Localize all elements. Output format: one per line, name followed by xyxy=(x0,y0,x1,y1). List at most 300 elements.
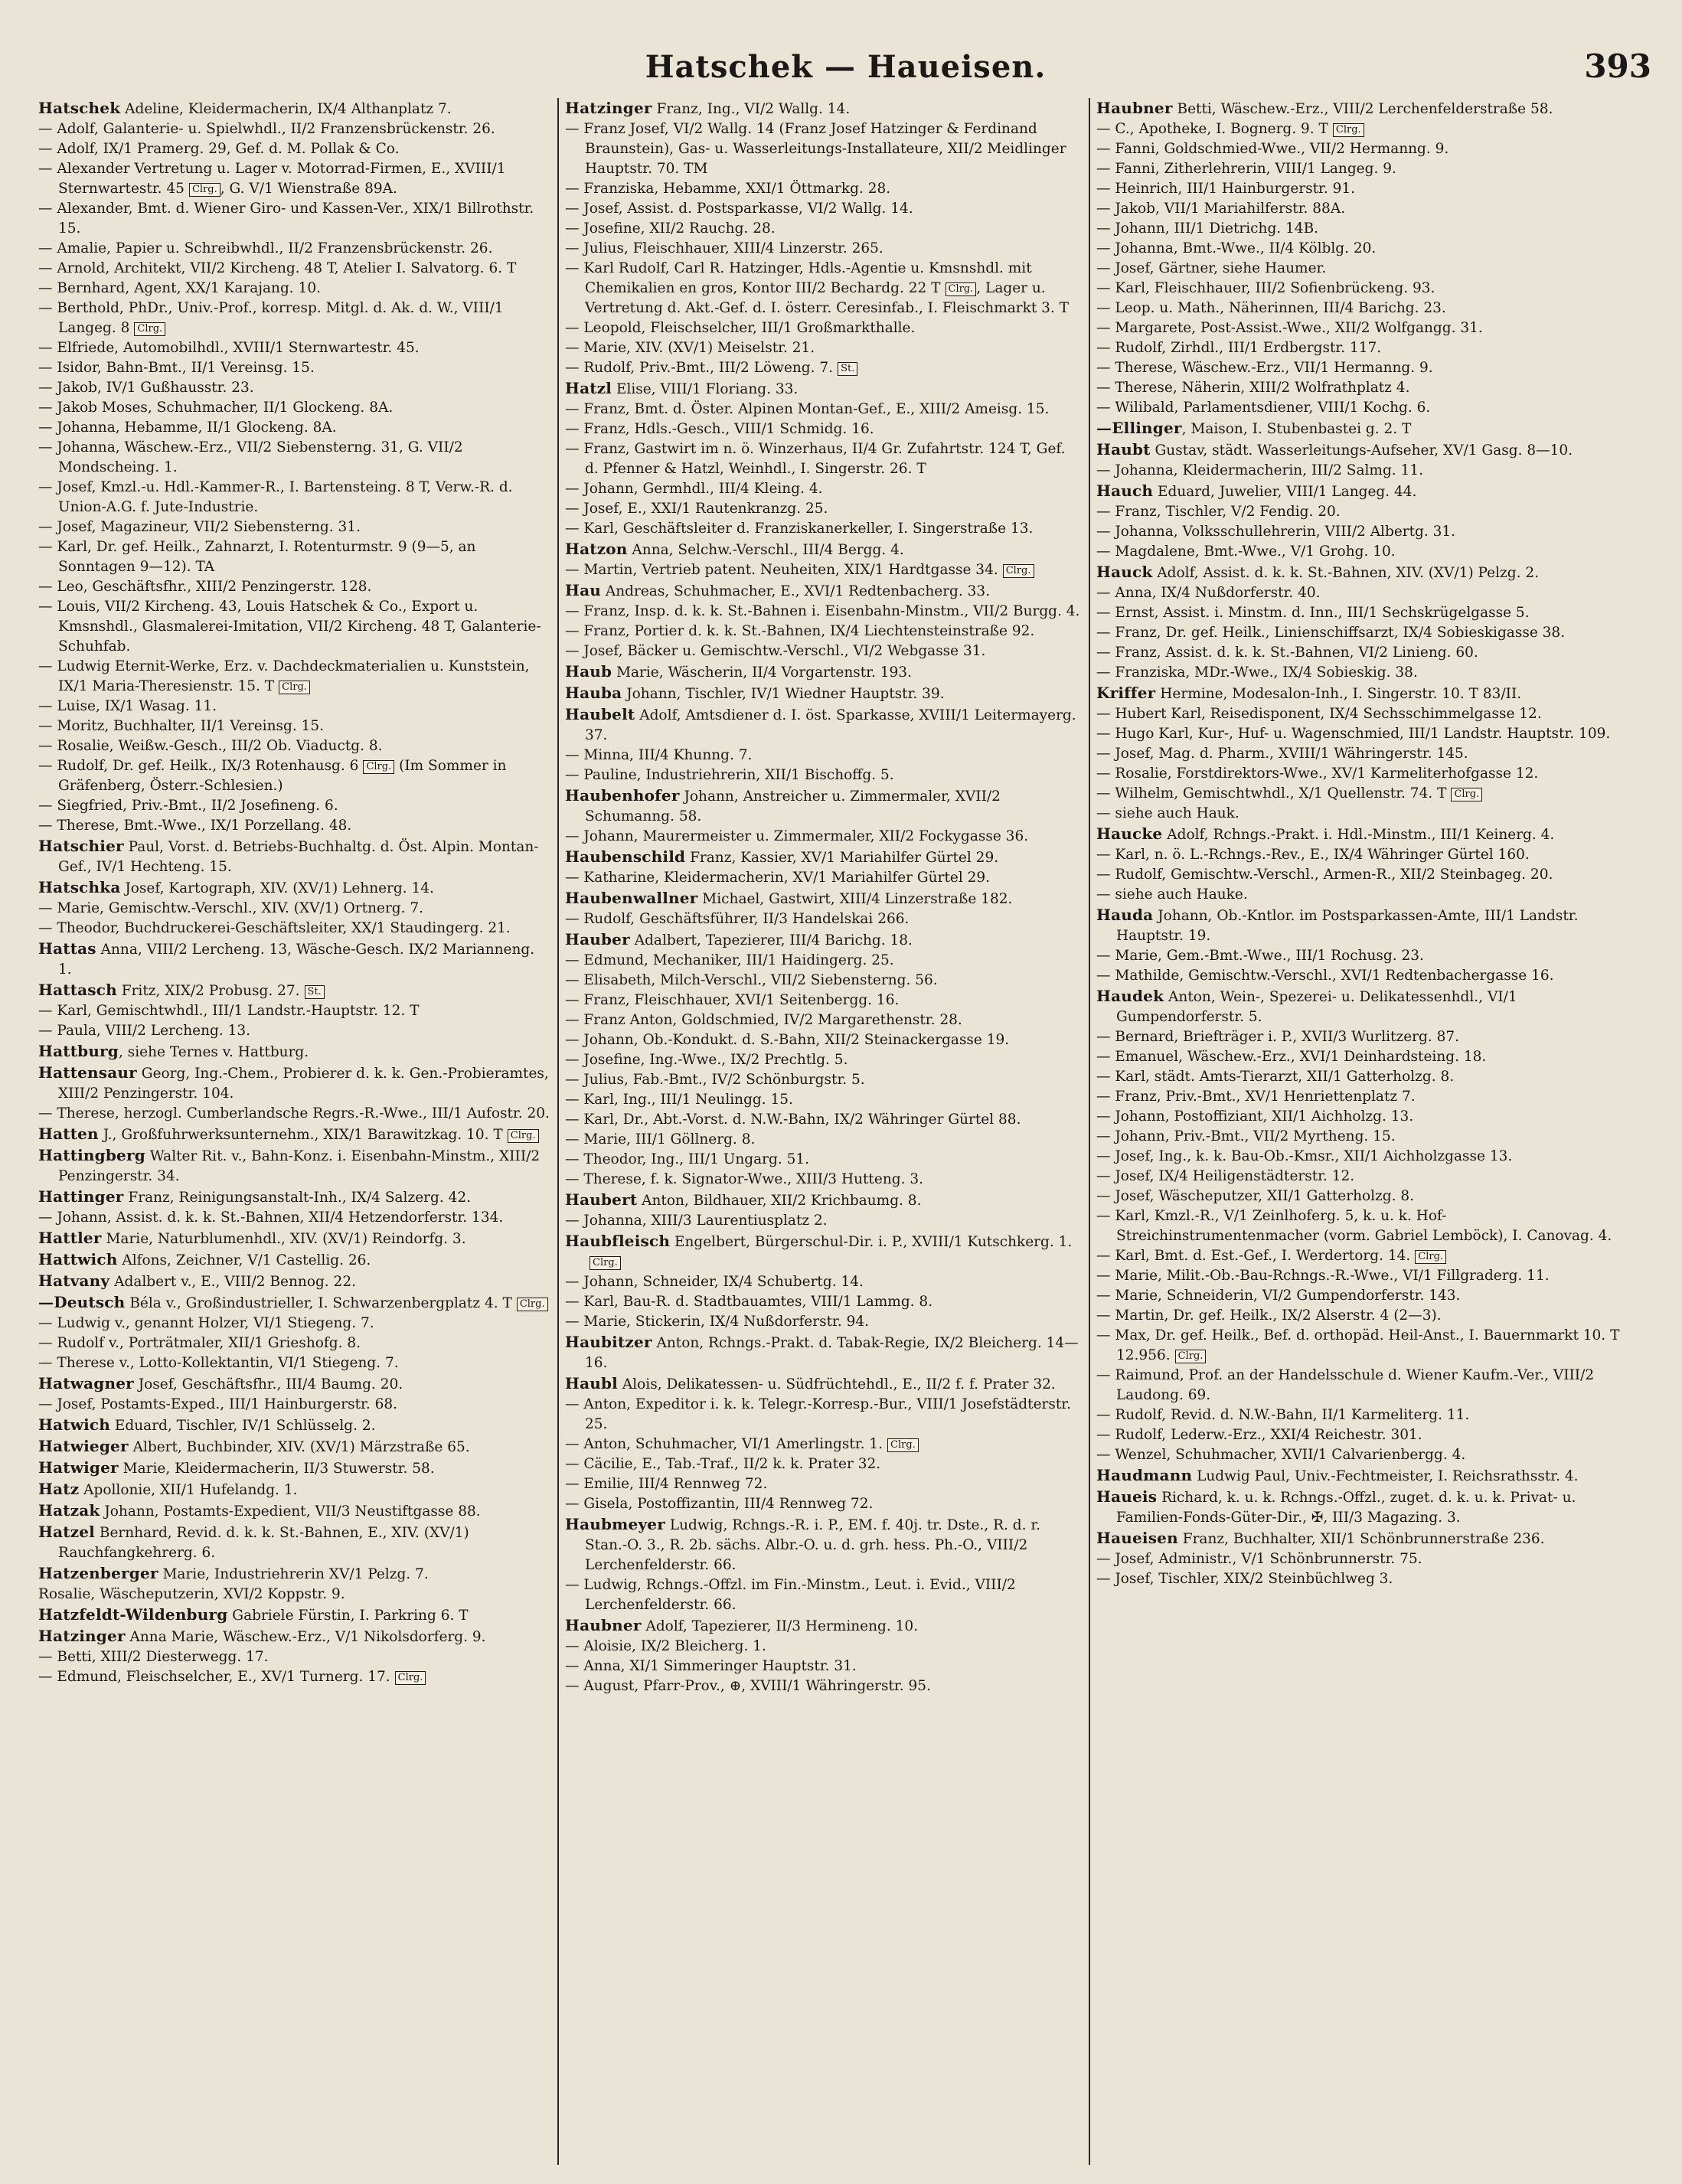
directory-entry xyxy=(565,1030,1082,1050)
directory-entry xyxy=(1096,139,1635,159)
directory-entry xyxy=(38,877,551,899)
entry-surname: Haubner xyxy=(565,1616,642,1634)
directory-entry xyxy=(1096,522,1635,542)
directory-entry xyxy=(565,704,1082,746)
entry-text: — Alexander, Bmt. d. Wiener Giro- und Kassen-Ver., XIX/1 Billrothstr. 15. xyxy=(38,201,534,237)
directory-entry xyxy=(1096,119,1635,139)
directory-entry xyxy=(1096,824,1635,845)
entry-surname: —Deutsch xyxy=(38,1293,126,1311)
directory-entry xyxy=(38,1373,551,1395)
entry-text: — Anton, Expeditor i. k. k. Telegr.-Korresp.-Bur., VIII/1 Josefstädterstr. 25. xyxy=(565,1396,1071,1432)
directory-entry xyxy=(565,1637,1082,1657)
directory-entry xyxy=(38,1292,551,1314)
entry-text: — Rosalie, Weißw.-Gesch., III/2 Ob. Viaductg. 8. xyxy=(38,738,383,754)
entry-text: — Ernst, Assist. i. Minstm. d. Inn., III/1 Sechskrügelgasse 5. xyxy=(1096,605,1530,621)
registration-badge: Clrg. xyxy=(1451,788,1482,801)
entry-text: — Franz, Portier d. k. k. St.-Bahnen, IX/4 Liechtensteinstraße 92. xyxy=(565,623,1035,639)
entry-text: — Franz, Hdls.-Gesch., VIII/1 Schmidg. 16. xyxy=(565,421,874,437)
entry-text: — Josef, Postamts-Exped., III/1 Hainburgerstr. 68. xyxy=(38,1396,398,1412)
entry-text: — siehe auch Hauke. xyxy=(1096,886,1248,903)
directory-entry xyxy=(38,98,551,119)
directory-entry xyxy=(1096,1067,1635,1087)
entry-text: Adeline, Kleidermacherin, IX/4 Althanplatz 7. xyxy=(120,101,452,117)
directory-entry xyxy=(565,951,1082,971)
entry-surname: Haubmeyer xyxy=(565,1515,665,1533)
directory-entry xyxy=(565,1090,1082,1110)
directory-entry xyxy=(38,1145,551,1187)
directory-entry xyxy=(1096,98,1635,119)
registration-badge: Clrg. xyxy=(946,282,977,296)
entry-text: Johann, Anstreicher u. Zimmermaler, XVII/2 Schumanng. 58. xyxy=(585,788,1001,824)
entry-text: Franz, Buchhalter, XII/1 Schönbrunnerstraße 236. xyxy=(1177,1531,1545,1547)
entry-text: — Karl, n. ö. L.-Rchngs.-Rev., E., IX/4 Währinger Gürtel 160. xyxy=(1096,847,1530,863)
directory-entry xyxy=(1096,418,1635,439)
directory-entry xyxy=(38,1585,551,1605)
entry-text: — Josef, Wäscheputzer, XII/1 Gatterholzg. 8. xyxy=(1096,1188,1415,1204)
entry-surname: Haubt xyxy=(1096,440,1151,459)
directory-entry xyxy=(38,836,551,877)
entry-text: — Anton, Schuhmacher, VI/1 Amerlingstr. 1. xyxy=(565,1436,883,1452)
directory-entry xyxy=(1096,1127,1635,1147)
directory-entry xyxy=(565,1373,1082,1395)
entry-surname: Haubenwallner xyxy=(565,889,698,907)
directory-entry xyxy=(1096,1147,1635,1167)
entry-surname: Hatzel xyxy=(38,1523,95,1541)
registration-badge: Clrg. xyxy=(134,322,165,336)
entry-text: Rosalie, Wäscheputzerin, XVI/2 Koppstr. 9. xyxy=(38,1586,345,1602)
directory-entry xyxy=(1096,219,1635,239)
entry-text: — Josef, Kmzl.-u. Hdl.-Kammer-R., I. Bartensteing. 8 T, Verw.-R. d. Union-A.G. f. Jute-Industrie. xyxy=(38,479,513,515)
entry-text: — Wenzel, Schuhmacher, XVII/1 Calvarienbergg. 4. xyxy=(1096,1447,1466,1463)
directory-entry xyxy=(1096,279,1635,299)
entry-surname: Hauba xyxy=(565,684,622,702)
entry-text: — Berthold, PhDr., Univ.-Prof., korresp. Mitgl. d. Ak. d. W., VIII/1 Langeg. 8 xyxy=(38,300,504,336)
entry-text: Hermine, Modesalon-Inh., I. Singerstr. 10. T 83/II. xyxy=(1155,686,1522,702)
entry-text: Anna, VIII/2 Lercheng. 13, Wäsche-Gesch. IX/2 Marianneng. 1. xyxy=(58,942,535,978)
registration-badge: Clrg. xyxy=(189,183,220,197)
directory-entry xyxy=(565,1615,1082,1637)
directory-entry xyxy=(38,438,551,478)
directory-entry xyxy=(38,279,551,299)
directory-entry xyxy=(1096,704,1635,724)
entry-text: — Hubert Karl, Reisedisponent, IX/4 Sechsschimmelgasse 12. xyxy=(1096,706,1542,722)
entry-text: — Josef, Assist. d. Postsparkasse, VI/2 Wallg. 14. xyxy=(565,201,913,217)
entry-text: Apollonie, XII/1 Hufelandg. 1. xyxy=(79,1482,298,1498)
directory-entry xyxy=(38,1626,551,1647)
directory-entry xyxy=(565,602,1082,622)
column-left xyxy=(38,98,551,2176)
entry-surname: Hatvany xyxy=(38,1272,110,1290)
entry-text: — Marie, Milit.-Ob.-Bau-Rchngs.-R.-Wwe., VI/1 Fillgraderg. 11. xyxy=(1096,1268,1550,1284)
directory-entry xyxy=(1096,239,1635,259)
entry-text: — Alexander Vertretung u. Lager v. Motorrad-Firmen, E., XVIII/1 Sternwartestr. 45 xyxy=(38,161,506,197)
entry-text: — Cäcilie, E., Tab.-Traf., II/2 k. k. Prater 32. xyxy=(565,1456,881,1472)
directory-entry xyxy=(38,980,551,1001)
entry-text: — Franz Anton, Goldschmied, IV/2 Margarethenstr. 28. xyxy=(565,1012,962,1028)
entry-surname: Hau xyxy=(565,581,601,599)
entry-surname: Hatwagner xyxy=(38,1374,134,1392)
entry-surname: Haubenschild xyxy=(565,847,686,866)
directory-entry xyxy=(565,1170,1082,1190)
entry-text: — August, Pfarr-Prov., ⊕, XVIII/1 Währingerstr. 95. xyxy=(565,1678,931,1694)
directory-entry xyxy=(1096,1528,1635,1549)
entry-text: — Luise, IX/1 Wasag. 11. xyxy=(38,698,217,714)
entry-text: Adolf, Rchngs.-Prakt. i. Hdl.-Minstm., III/1 Keinerg. 4. xyxy=(1162,827,1555,843)
entry-text: — Ludwig Eternit-Werke, Erz. v. Dachdeckmaterialien u. Kunststein, IX/1 Maria-Theresienstr. 15. T xyxy=(38,658,530,694)
directory-entry xyxy=(565,1231,1082,1272)
entry-text: — Johanna, XIII/3 Laurentiusplatz 2. xyxy=(565,1213,828,1229)
entry-text: — Johanna, Volksschullehrerin, VIII/2 Albertg. 31. xyxy=(1096,524,1456,540)
directory-entry xyxy=(565,1676,1082,1696)
directory-entry xyxy=(1096,562,1635,583)
entry-text: — Franz, Dr. gef. Heilk., Linienschiffsarzt, IX/4 Sobieskigasse 38. xyxy=(1096,625,1566,641)
directory-entry xyxy=(1096,1286,1635,1306)
entry-surname: Hattensaur xyxy=(38,1063,137,1082)
directory-entry xyxy=(38,1395,551,1415)
entry-text: — Franz, Fleischhauer, XVI/1 Seitenbergg. 16. xyxy=(565,992,900,1008)
entry-text-continued: (Im Sommer in Gräfenberg, Österr.-Schlesien.) xyxy=(58,758,507,794)
directory-entry xyxy=(38,1021,551,1041)
entry-text: Engelbert, Bürgerschul-Dir. i. P., XVIII/1 Kutschkerg. 1. xyxy=(670,1234,1073,1250)
entry-text: — Marie, Gem.-Bmt.-Wwe., III/1 Rochusg. 23. xyxy=(1096,948,1424,964)
entry-text: — Franz, Tischler, V/2 Fendig. 20. xyxy=(1096,504,1341,520)
directory-entry xyxy=(565,358,1082,378)
directory-entry xyxy=(1096,1266,1635,1286)
entry-text: — Marie, Gemischtw.-Verschl., XIV. (XV/1) Ortnerg. 7. xyxy=(38,900,424,916)
directory-entry xyxy=(1096,643,1635,663)
entry-text: — Josefine, Ing.-Wwe., IX/2 Prechtlg. 5. xyxy=(565,1052,848,1068)
entry-text: — Leopold, Fleischselcher, III/1 Großmarkthalle. xyxy=(565,320,916,336)
directory-entry xyxy=(38,139,551,159)
entry-text: — Bernard, Briefträger i. P., XVII/3 Wurlitzerg. 87. xyxy=(1096,1029,1460,1045)
entry-text: Bernhard, Revid. d. k. k. St.-Bahnen, E., XIV. (XV/1) Rauchfangkehrerg. 6. xyxy=(58,1525,469,1561)
registration-badge: Clrg. xyxy=(1415,1250,1446,1264)
column-divider xyxy=(557,98,559,2165)
entry-text: Adalbert v., E., VIII/2 Bennog. 22. xyxy=(109,1274,356,1290)
directory-entry xyxy=(565,179,1082,199)
directory-entry xyxy=(1096,1187,1635,1206)
entry-text: — Johann, Germhdl., III/4 Kleing. 4. xyxy=(565,481,823,497)
registration-badge: Clrg. xyxy=(363,760,394,774)
entry-text: Johann, Postamts-Expedient, VII/3 Neustiftgasse 88. xyxy=(100,1503,481,1520)
directory-entry xyxy=(565,909,1082,929)
entry-surname: Hatzfeldt-Wildenburg xyxy=(38,1605,228,1624)
directory-entry xyxy=(565,1454,1082,1474)
entry-text: — Theodor, Buchdruckerei-Geschäftsleiter, XX/1 Staudingerg. 21. xyxy=(38,920,511,936)
entry-text: — Therese, herzogl. Cumberlandsche Regrs.-R.-Wwe., III/1 Aufostr. 20. xyxy=(38,1105,550,1121)
directory-entry xyxy=(565,1312,1082,1332)
registration-badge: Clrg. xyxy=(395,1671,426,1685)
entry-text: Richard, k. u. k. Rchngs.-Offzl., zuget. d. k. u. k. Privat- u. Familien-Fonds-Güter-Dir., ✠, III/3 Magazing. 3. xyxy=(1116,1490,1576,1526)
entry-text: Josef, Kartograph, XIV. (XV/1) Lehnerg. 14. xyxy=(120,880,434,896)
entry-text: — Katharine, Kleidermacherin, XV/1 Mariahilfer Gürtel 29. xyxy=(565,870,991,886)
entry-text: — Josef, Administr., V/1 Schönbrunnerstr. 75. xyxy=(1096,1551,1422,1567)
entry-text: — Johann, Ob.-Kondukt. d. S.-Bahn, XII/2 Steinackergasse 19. xyxy=(565,1032,1010,1048)
entry-text: — Max, Dr. gef. Heilk., Bef. d. orthopäd. Heil-Anst., I. Bauernmarkt 10. T 12.956. xyxy=(1096,1327,1620,1363)
entry-text: — Josef, E., XXI/1 Rautenkranzg. 25. xyxy=(565,501,828,517)
entry-text: — Magdalene, Bmt.-Wwe., V/1 Grohg. 10. xyxy=(1096,544,1396,560)
entry-surname: Hatzl xyxy=(565,379,612,397)
entry-text: — Pauline, Industriehrerin, XII/1 Bischoffg. 5. xyxy=(565,767,894,783)
entry-text: — Josef, Tischler, XIX/2 Steinbüchlweg 3. xyxy=(1096,1571,1393,1587)
directory-entry xyxy=(38,1563,551,1585)
directory-entry xyxy=(565,661,1082,683)
directory-entry xyxy=(38,478,551,517)
directory-entry xyxy=(1096,603,1635,623)
directory-entry xyxy=(38,796,551,816)
entry-text: — Karl, Kmzl.-R., V/1 Zeinlhoferg. 5, k. u. k. Hof-Streichinstrumentenmacher (vorm. Gabriel Lemböck), I. Canovag. 4. xyxy=(1096,1208,1612,1244)
directory-entry xyxy=(565,580,1082,602)
entry-text: — Josef, Gärtner, siehe Haumer. xyxy=(1096,260,1327,276)
entry-surname: Hattasch xyxy=(38,981,117,999)
directory-entry xyxy=(38,1041,551,1063)
directory-entry xyxy=(1096,946,1635,966)
entry-surname: Hatzak xyxy=(38,1501,100,1520)
entry-text: — Marie, III/1 Göllnerg. 8. xyxy=(565,1131,756,1147)
entry-text: — Adolf, IX/1 Pramerg. 29, Gef. d. M. Pollak & Co. xyxy=(38,141,400,157)
entry-text: — Johanna, Bmt.-Wwe., II/4 Kölblg. 20. xyxy=(1096,240,1377,256)
entry-text: — Bernhard, Agent, XX/1 Karajang. 10. xyxy=(38,280,321,296)
registration-badge: Clrg. xyxy=(279,681,310,694)
registration-badge: Clrg. xyxy=(508,1129,539,1143)
entry-text: — Rudolf, Gemischtw.-Verschl., Armen-R., XII/2 Steinbageg. 20. xyxy=(1096,867,1553,883)
directory-entry xyxy=(1096,1306,1635,1326)
entry-text: Walter Rit. v., Bahn-Konz. i. Eisenbahn-Minstm., XIII/2 Penzingerstr. 34. xyxy=(58,1148,541,1184)
entry-surname: Haub xyxy=(565,662,612,681)
entry-text: Elise, VIII/1 Floriang. 33. xyxy=(612,381,799,397)
directory-entry xyxy=(1096,179,1635,199)
entry-text: — Therese, Wäschew.-Erz., VII/1 Hermanng. 9. xyxy=(1096,360,1433,376)
directory-entry xyxy=(565,539,1082,560)
entry-text: Adalbert, Tapezierer, III/4 Barichg. 18. xyxy=(629,932,913,948)
directory-entry xyxy=(565,766,1082,785)
entry-text: — Martin, Dr. gef. Heilk., IX/2 Alserstr. 4 (2—3). xyxy=(1096,1307,1442,1324)
registration-badge: Clrg. xyxy=(590,1256,621,1270)
entry-text: — Jakob, VII/1 Mariahilferstr. 88A. xyxy=(1096,201,1346,217)
entry-surname: Hatten xyxy=(38,1125,99,1143)
entry-text: Gabriele Fürstin, I. Parkring 6. T xyxy=(227,1608,469,1624)
entry-text: Georg, Ing.-Chem., Probierer d. k. k. Gen.-Probieramtes, XIII/2 Penzingerstr. 104. xyxy=(58,1066,549,1102)
directory-entry xyxy=(565,1150,1082,1170)
entry-text: — Johanna, Wäschew.-Erz., VII/2 Siebensterng. 31, G. VII/2 Mondscheing. 1. xyxy=(38,439,463,475)
directory-entry xyxy=(565,98,1082,119)
directory-entry xyxy=(38,1458,551,1479)
entry-text: J., Großfuhrwerksunternehm., XIX/1 Barawitzkag. 10. T xyxy=(98,1127,503,1143)
entry-surname: Hattwich xyxy=(38,1250,118,1268)
entry-surname: Haueis xyxy=(1096,1487,1158,1506)
entry-text: Ludwig Paul, Univ.-Fechtmeister, I. Reichsrathsstr. 4. xyxy=(1192,1468,1579,1484)
entry-text: Fritz, XIX/2 Probusg. 27. xyxy=(116,983,300,999)
entry-text: — Martin, Vertrieb patent. Neuheiten, XIX/1 Hardtgasse 34. xyxy=(565,562,998,578)
directory-entry xyxy=(38,1436,551,1458)
entry-surname: Hauck xyxy=(1096,563,1153,581)
directory-entry xyxy=(565,419,1082,439)
entry-text: — Aloisie, IX/2 Bleicherg. 1. xyxy=(565,1638,766,1654)
entry-text: Josef, Geschäftsfhr., III/4 Baumg. 20. xyxy=(133,1376,403,1392)
entry-text: — Rudolf v., Porträtmaler, XII/1 Grieshofg. 8. xyxy=(38,1335,361,1351)
directory-entry xyxy=(1096,885,1635,905)
entry-text: — Arnold, Architekt, VII/2 Kircheng. 48 T, Atelier I. Salvatorg. 6. T xyxy=(38,260,517,276)
entry-surname: —Ellinger xyxy=(1096,419,1182,437)
directory-entry xyxy=(1096,542,1635,562)
directory-entry xyxy=(565,1657,1082,1676)
directory-entry xyxy=(565,199,1082,219)
entry-text: — Karl, Ing., III/1 Neulingg. 15. xyxy=(565,1092,793,1108)
directory-entry xyxy=(565,400,1082,419)
entry-text: — Heinrich, III/1 Hainburgerstr. 91. xyxy=(1096,181,1356,197)
directory-entry xyxy=(1096,1465,1635,1487)
entry-surname: Haubert xyxy=(565,1190,638,1209)
entry-surname: Haucke xyxy=(1096,824,1163,843)
entry-text: — Johann, Maurermeister u. Zimmermaler, XII/2 Fockygasse 36. xyxy=(565,828,1029,844)
entry-text: — Louis, VII/2 Kircheng. 43, Louis Hatschek & Co., Export u. Kmsnshdl., Glasmalerei-Imitation, VII/2 Kircheng. 48 T, Galanterie-Schuhfab. xyxy=(38,599,541,655)
entry-text: — Josefine, XII/2 Rauchg. 28. xyxy=(565,220,776,237)
entry-text: Franz, Reinigungsanstalt-Inh., IX/4 Salzerg. 42. xyxy=(123,1190,472,1206)
entry-text: Adolf, Assist. d. k. k. St.-Bahnen, XIV. (XV/1) Pelzg. 2. xyxy=(1152,565,1540,581)
entry-text: — Karl, Geschäftsleiter d. Franziskanerkeller, I. Singerstraße 13. xyxy=(565,521,1034,537)
directory-entry xyxy=(565,519,1082,539)
directory-entry xyxy=(1096,338,1635,358)
entry-text: Albert, Buchbinder, XIV. (XV/1) Märzstraße 65. xyxy=(128,1439,470,1455)
registration-badge: St. xyxy=(305,985,325,999)
directory-entry xyxy=(1096,764,1635,784)
directory-entry xyxy=(1096,318,1635,338)
directory-entry xyxy=(565,338,1082,358)
directory-entry xyxy=(565,1494,1082,1514)
directory-entry xyxy=(38,1479,551,1500)
entry-text: — Karl, Fleischhauer, III/2 Sofienbrückeng. 93. xyxy=(1096,280,1435,296)
entry-text: Marie, Industriehrerin XV/1 Pelzg. 7. xyxy=(158,1566,429,1582)
entry-text: — Therese, Näherin, XIII/2 Wolfrathplatz 4. xyxy=(1096,380,1410,396)
entry-surname: Hatwich xyxy=(38,1415,111,1434)
entry-text: Andreas, Schuhmacher, E., XVI/1 Redtenbacherg. 33. xyxy=(601,583,991,599)
entry-surname: Haubitzer xyxy=(565,1333,652,1351)
entry-text: — Marie, Stickerin, IX/4 Nußdorferstr. 94. xyxy=(565,1314,870,1330)
entry-text: — Therese v., Lotto-Kollektantin, VI/1 Stiegeng. 7. xyxy=(38,1355,399,1371)
registration-badge: Clrg. xyxy=(1333,123,1364,137)
entry-text: — Therese, f. k. Signator-Wwe., XIII/3 Hutteng. 3. xyxy=(565,1171,923,1187)
entry-text: — Rosalie, Forstdirektors-Wwe., XV/1 Karmeliterhofgasse 12. xyxy=(1096,766,1539,782)
entry-surname: Hauber xyxy=(565,930,630,948)
directory-entry xyxy=(1096,461,1635,481)
entry-text: — Josef, Mag. d. Pharm., XVIII/1 Währingerstr. 145. xyxy=(1096,746,1468,762)
directory-entry xyxy=(565,219,1082,239)
directory-entry xyxy=(38,736,551,756)
directory-entry xyxy=(565,1211,1082,1231)
directory-entry xyxy=(565,991,1082,1010)
page-number: 393 xyxy=(1584,47,1651,85)
entry-text: — Siegfried, Priv.-Bmt., II/2 Josefineng. 6. xyxy=(38,798,338,814)
entry-text: Franz, Ing., VI/2 Wallg. 14. xyxy=(652,101,851,117)
entry-text: — Rudolf, Priv.-Bmt., III/2 Löweng. 7. xyxy=(565,360,834,376)
running-head: Hatschek — Haueisen. xyxy=(645,49,1047,85)
directory-entry xyxy=(38,1353,551,1373)
entry-text: , Maison, I. Stubenbastei g. 2. T xyxy=(1181,421,1412,437)
directory-entry xyxy=(565,1332,1082,1373)
directory-entry xyxy=(1096,583,1635,603)
directory-entry xyxy=(1096,1425,1635,1445)
entry-surname: Kriffer xyxy=(1096,684,1156,702)
directory-entry xyxy=(565,868,1082,888)
entry-text: Johann, Tischler, IV/1 Wiedner Hauptstr. 39. xyxy=(622,686,945,702)
directory-entry xyxy=(1096,1246,1635,1266)
entry-text: Johann, Ob.-Kntlor. im Postsparkassen-Amte, III/1 Landstr. Hauptstr. 19. xyxy=(1116,908,1579,944)
entry-text: Anton, Bildhauer, XII/2 Krichbaumg. 8. xyxy=(637,1193,922,1209)
registration-badge: Clrg. xyxy=(1003,564,1034,578)
directory-entry xyxy=(1096,439,1635,461)
directory-entry xyxy=(1096,804,1635,824)
directory-entry xyxy=(38,816,551,836)
entry-text: Franz, Kassier, XV/1 Mariahilfer Gürtel 29. xyxy=(685,850,999,866)
entry-text: — Johann, Postoffiziant, XII/1 Aichholzg. 13. xyxy=(1096,1108,1414,1125)
entry-text: Adolf, Tapezierer, II/3 Hermineng. 10. xyxy=(641,1618,919,1634)
entry-text: — Fanni, Goldschmied-Wwe., VII/2 Hermanng. 9. xyxy=(1096,141,1449,157)
entry-text: — Johanna, Kleidermacherin, III/2 Salmg. 11. xyxy=(1096,462,1423,478)
entry-text: — Ludwig, Rchngs.-Offzl. im Fin.-Minstm., Leut. i. Evid., VIII/2 Lerchenfelderstr. 66. xyxy=(565,1577,1016,1613)
directory-entry xyxy=(565,1272,1082,1292)
directory-entry xyxy=(1096,1569,1635,1589)
entry-text: — Karl, Dr., Abt.-Vorst. d. N.W.-Bahn, IX/2 Währinger Gürtel 88. xyxy=(565,1112,1021,1128)
entry-text: — Ludwig v., genannt Holzer, VI/1 Stiegeng. 7. xyxy=(38,1315,374,1331)
entry-surname: Hatwiger xyxy=(38,1458,119,1477)
directory-entry xyxy=(38,597,551,657)
directory-entry xyxy=(565,560,1082,580)
directory-entry xyxy=(565,1070,1082,1090)
directory-entry xyxy=(565,1435,1082,1454)
directory-entry xyxy=(1096,159,1635,179)
directory-entry xyxy=(1096,1027,1635,1047)
directory-entry xyxy=(565,1110,1082,1130)
directory-entry xyxy=(38,398,551,418)
entry-surname: Hattingberg xyxy=(38,1146,145,1164)
directory-entry xyxy=(1096,966,1635,986)
entry-text: — Johann, Schneider, IX/4 Schubertg. 14. xyxy=(565,1274,864,1290)
entry-text: Anton, Wein-, Spezerei- u. Delikatessenhdl., VI/1 Gumpendorferstr. 5. xyxy=(1116,989,1517,1025)
entry-text: — Johann, Assist. d. k. k. St.-Bahnen, XII/4 Hetzendorferstr. 134. xyxy=(38,1210,504,1226)
entry-surname: Hatz xyxy=(38,1480,80,1498)
entry-text: — Therese, Bmt.-Wwe., IX/1 Porzellang. 48. xyxy=(38,818,352,834)
entry-text: — Isidor, Bahn-Bmt., II/1 Vereinsg. 15. xyxy=(38,360,315,376)
entry-text: — Josef, Magazineur, VII/2 Siebensterng. 31. xyxy=(38,519,361,535)
directory-entry xyxy=(38,1124,551,1145)
directory-entry xyxy=(1096,378,1635,398)
directory-entry xyxy=(1096,481,1635,502)
directory-entry xyxy=(1096,1167,1635,1187)
entry-text: Alfons, Zeichner, V/1 Castellig. 26. xyxy=(117,1252,371,1268)
entry-surname: Haudek xyxy=(1096,987,1164,1005)
entry-text: — Marie, Schneiderin, VI/2 Gumpendorferstr. 143. xyxy=(1096,1288,1461,1304)
entry-text: , siehe Ternes v. Hattburg. xyxy=(118,1044,309,1060)
entry-text: Anna Marie, Wäschew.-Erz., V/1 Nikolsdorferg. 9. xyxy=(125,1629,486,1645)
entry-text: — Betti, XIII/2 Diesterwegg. 17. xyxy=(38,1649,269,1665)
entry-text: — Minna, III/4 Khunng. 7. xyxy=(565,747,753,763)
entry-text: — Franz, Priv.-Bmt., XV/1 Henriettenplatz 7. xyxy=(1096,1089,1416,1105)
entry-text: — Franziska, MDr.-Wwe., IX/4 Sobieskig. 38. xyxy=(1096,664,1418,681)
entry-text: — Karl, Gemischtwhdl., III/1 Landstr.-Hauptstr. 12. T xyxy=(38,1003,420,1019)
entry-text: Marie, Kleidermacherin, II/3 Stuwerstr. 58. xyxy=(118,1461,435,1477)
directory-entry xyxy=(565,971,1082,991)
directory-entry xyxy=(1096,1206,1635,1246)
directory-entry xyxy=(38,1522,551,1563)
directory-entry xyxy=(1096,199,1635,219)
registration-badge: Clrg. xyxy=(887,1438,919,1452)
directory-entry xyxy=(38,159,551,199)
directory-entry xyxy=(565,1292,1082,1312)
directory-entry xyxy=(565,785,1082,827)
directory-entry xyxy=(38,517,551,537)
directory-entry xyxy=(38,939,551,980)
entry-surname: Hattinger xyxy=(38,1187,124,1206)
